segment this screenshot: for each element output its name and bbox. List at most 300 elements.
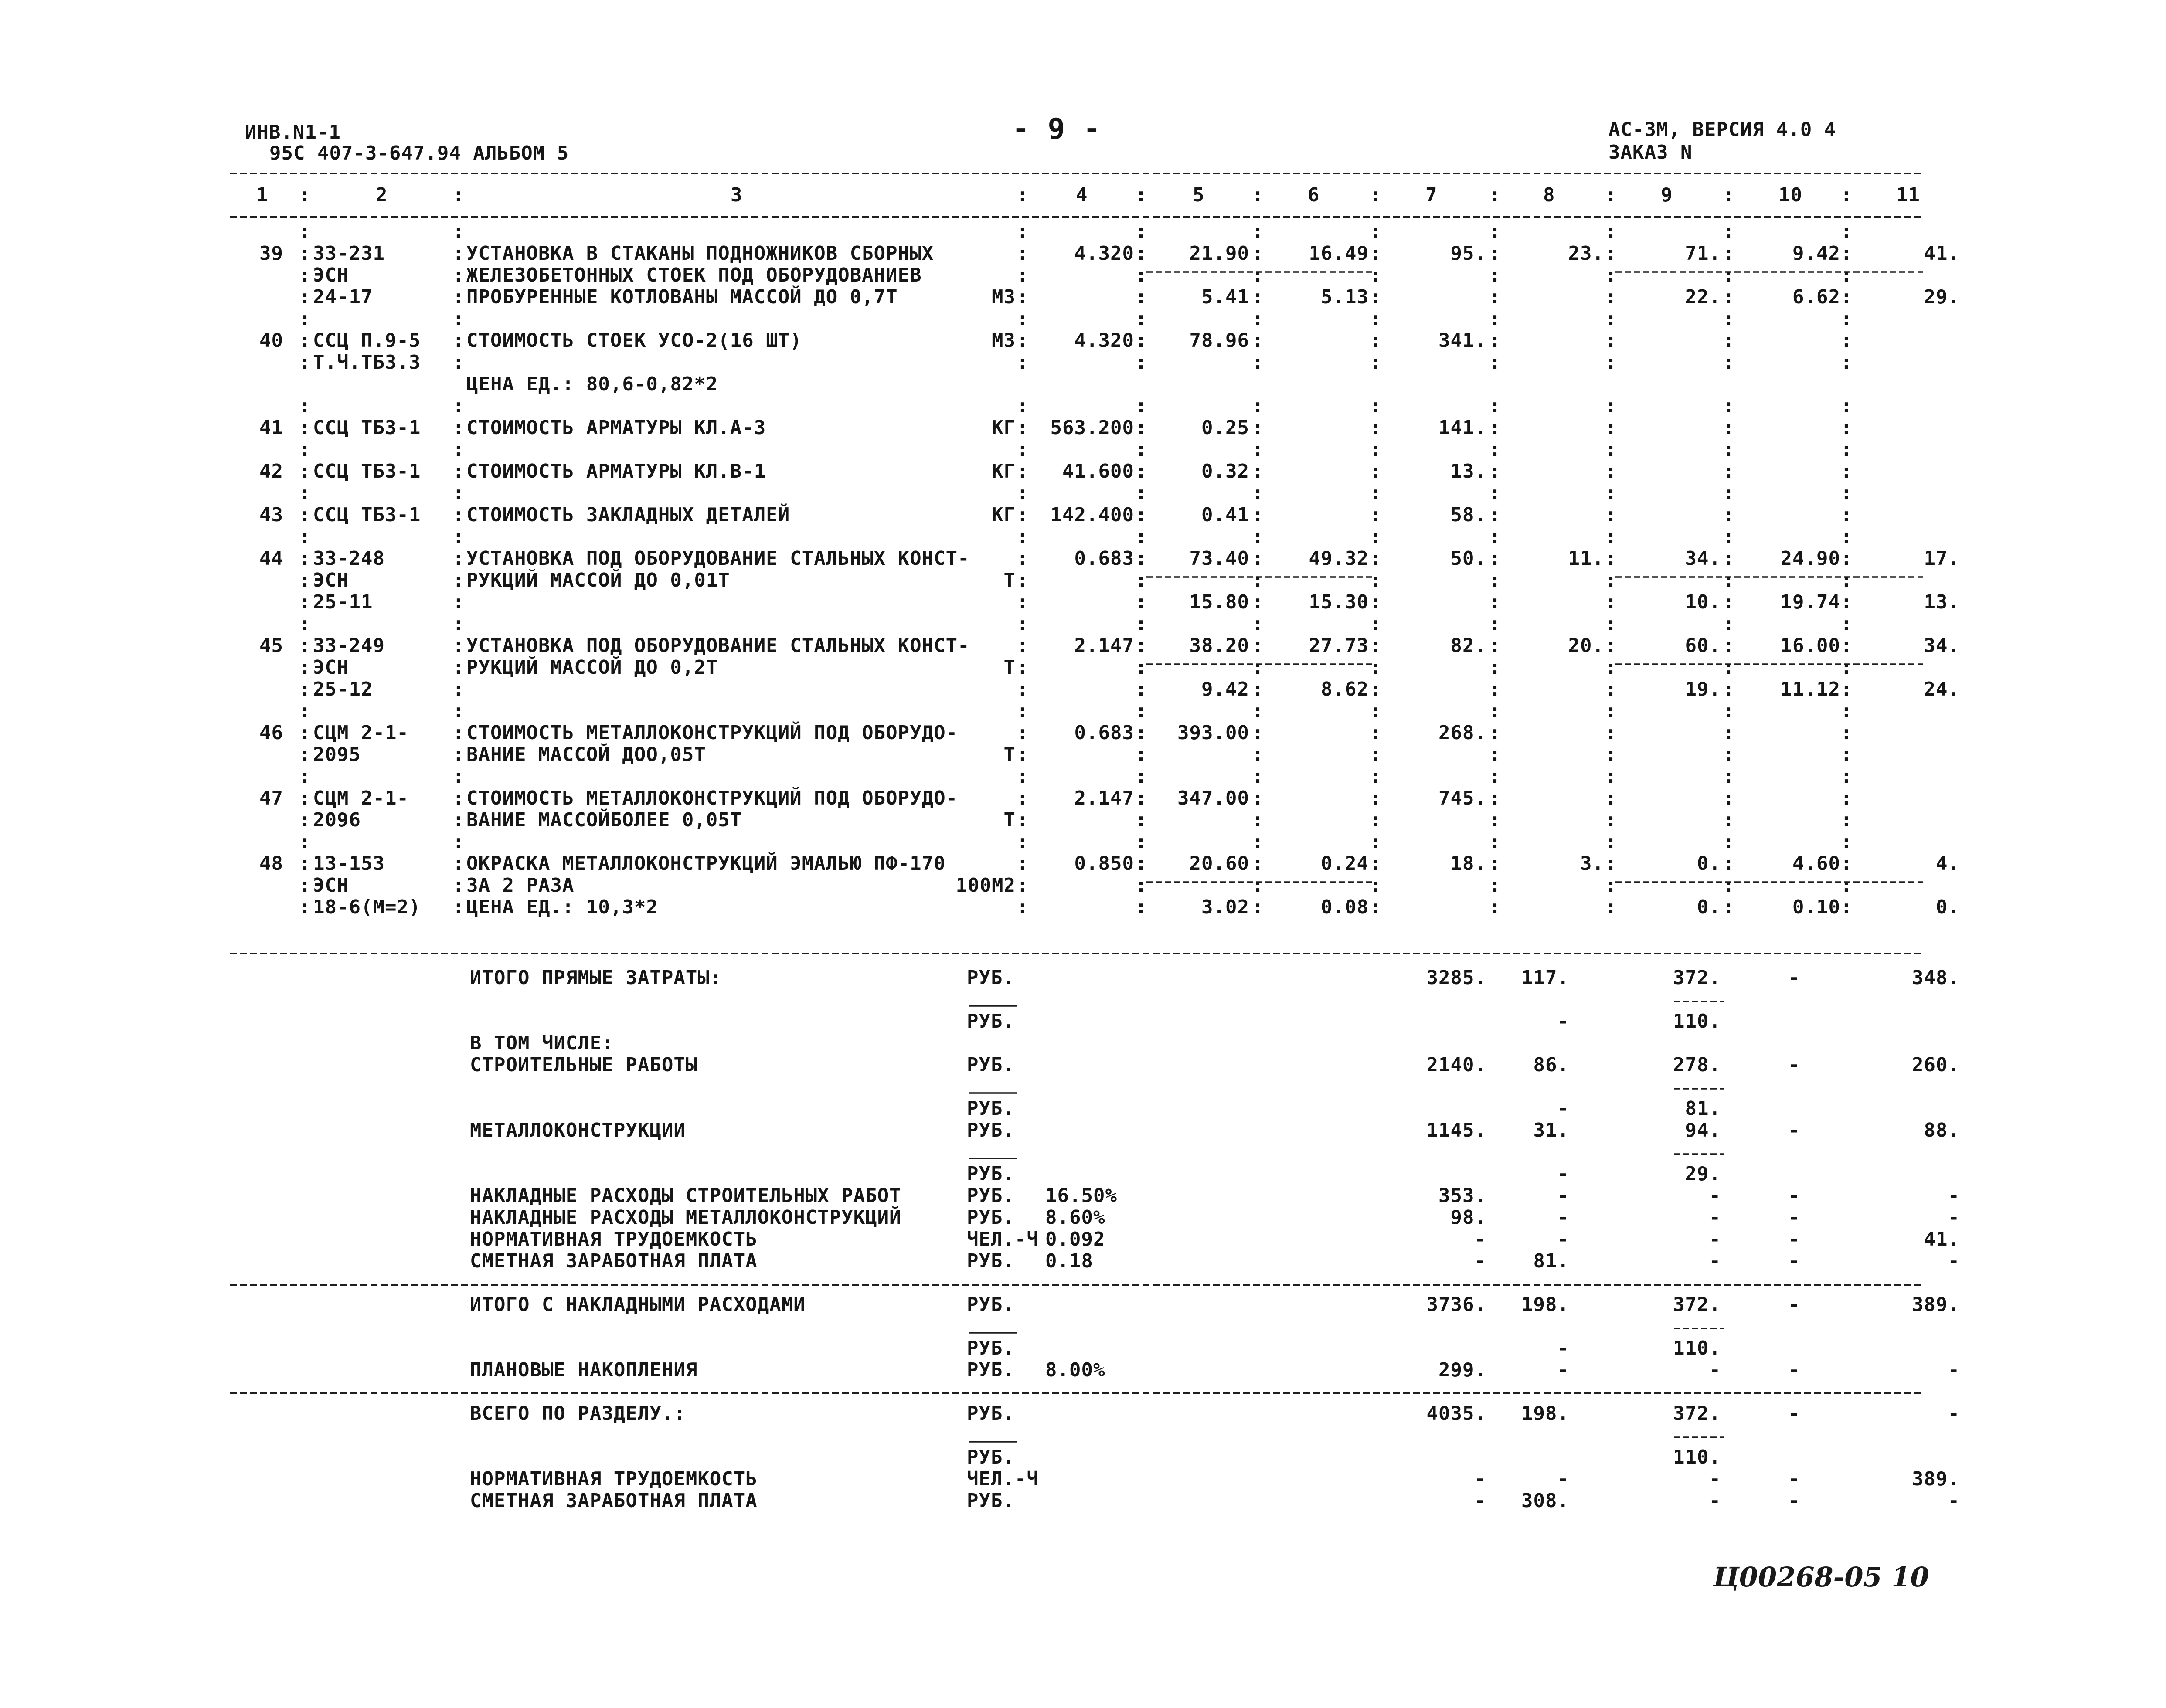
- column-separator: :: [1370, 221, 1382, 243]
- summary-row: [470, 1032, 614, 1054]
- work-description: СТОИМОСТЬ СТОЕК УСО-2(16 ШТ): [466, 329, 802, 352]
- unit-cost: 0.32: [1201, 460, 1249, 482]
- column-separator: :: [1723, 787, 1735, 809]
- column-separator: :: [299, 395, 311, 417]
- column-separator: :: [1135, 722, 1147, 744]
- column-separator: :: [1840, 700, 1853, 722]
- column-separator: :: [1605, 809, 1617, 831]
- column-separator: :: [1840, 569, 1853, 591]
- column-separator: :: [299, 809, 311, 831]
- column-separator: :: [452, 874, 465, 896]
- column-separator: :: [1840, 613, 1853, 635]
- column-separator: :: [1489, 809, 1501, 831]
- column-separator: :: [1605, 264, 1617, 286]
- column-separator: :: [1017, 242, 1029, 265]
- column-separator: :: [299, 569, 311, 591]
- norm-code: 33-249: [313, 635, 385, 657]
- archive-stamp: Ц00268-05 10: [1713, 1561, 1929, 1593]
- summary-machine-cost: -: [1709, 1359, 1721, 1381]
- work-description: СТОИМОСТЬ АРМАТУРЫ КЛ.В-1: [466, 460, 766, 482]
- row-number: 48: [259, 852, 283, 875]
- column-separator: :: [1370, 547, 1382, 570]
- column-separator: :: [1723, 569, 1735, 591]
- column-separator: :: [1135, 787, 1147, 809]
- row-number: 40: [259, 329, 283, 352]
- column-separator: :: [1489, 852, 1501, 875]
- norm-code: ССЦ ТБЗ-1: [313, 504, 421, 526]
- quantity: 2.147: [1074, 787, 1134, 809]
- column-separator: :: [1489, 417, 1501, 439]
- summary-row: [470, 1294, 1960, 1316]
- norm-code: 25-11: [313, 591, 373, 613]
- labor-total: 4.: [1936, 852, 1960, 875]
- col-5-header: 5: [1193, 184, 1205, 206]
- column-separator: :: [1370, 722, 1382, 744]
- column-separator: :: [452, 678, 465, 700]
- column-separator: :: [1252, 460, 1264, 482]
- column-separator: :: [1370, 787, 1382, 809]
- column-separator: :: [1252, 787, 1264, 809]
- summary-total-cost: 353.: [1438, 1185, 1486, 1207]
- work-description: ПРОБУРЕННЫЕ КОТЛОВАНЫ МАССОЙ ДО 0,7Т: [466, 286, 898, 308]
- summary-total-wage: 31.: [1533, 1119, 1569, 1141]
- summary-label: НОРМАТИВНАЯ ТРУДОЕМКОСТЬ: [470, 1468, 758, 1490]
- summary-labor-unit: -: [1788, 1228, 1800, 1250]
- labor-unit: 4.60: [1792, 852, 1840, 875]
- summary-rate: 0.18: [1045, 1250, 1093, 1272]
- quantity: 0.683: [1074, 547, 1134, 570]
- unit-price-note: ЦЕНА ЕД.: 10,3*2: [466, 896, 658, 918]
- total-cost: 82.: [1450, 635, 1486, 657]
- summary-row: [470, 1119, 1960, 1141]
- column-separator: :: [299, 329, 311, 352]
- column-separator: :: [1252, 242, 1264, 265]
- summary-machine-cost: -: [1709, 1185, 1721, 1207]
- column-separator: :: [1252, 613, 1264, 635]
- column-separator: :: [1840, 460, 1853, 482]
- summary-labor-unit: -: [1788, 1054, 1800, 1076]
- summary-label: ПЛАНОВЫЕ НАКОПЛЕНИЯ: [470, 1359, 698, 1381]
- column-separator: :: [452, 722, 465, 744]
- unit-wage: 5.13: [1321, 286, 1369, 308]
- summary-total-wage: -: [1557, 1228, 1569, 1250]
- column-separator: :: [1017, 308, 1029, 330]
- row-number: 44: [259, 547, 283, 570]
- column-separator: :: [452, 460, 465, 482]
- column-separator: :: [1370, 852, 1382, 875]
- column-separator: :: [1840, 547, 1853, 570]
- column-separator: :: [1605, 438, 1617, 461]
- norm-code: 24-17: [313, 286, 373, 308]
- column-separator: :: [1489, 504, 1501, 526]
- summary-total-wage: -: [1557, 1097, 1569, 1120]
- column-separator: :: [299, 896, 311, 918]
- summary-label: ИТОГО ПРЯМЫЕ ЗАТРАТЫ:: [470, 967, 722, 989]
- column-separator: :: [1017, 656, 1029, 679]
- column-separator: :: [1605, 831, 1617, 853]
- column-separator: :: [1252, 809, 1264, 831]
- column-separator: :: [452, 184, 465, 206]
- column-separator: :: [1370, 744, 1382, 766]
- column-separator: :: [1017, 678, 1029, 700]
- norm-code: 2096: [313, 809, 361, 831]
- summary-total-cost: 3285.: [1426, 967, 1486, 989]
- column-separator: :: [1252, 395, 1264, 417]
- column-separator: :: [1252, 569, 1264, 591]
- norm-code: Т.Ч.ТБЗ.3: [313, 351, 421, 374]
- column-separator: :: [1370, 264, 1382, 286]
- column-separator: :: [1252, 874, 1264, 896]
- col-9-header: 9: [1661, 184, 1673, 206]
- unit-cost: 0.25: [1201, 417, 1249, 439]
- column-separator: :: [1605, 744, 1617, 766]
- column-separator: :: [1370, 809, 1382, 831]
- column-separator: :: [299, 438, 311, 461]
- unit-of-measure: Т: [1003, 809, 1016, 831]
- column-separator: :: [1605, 460, 1617, 482]
- summary-unit: РУБ.: [967, 1185, 1015, 1207]
- column-separator: :: [452, 809, 465, 831]
- column-separator: :: [1252, 526, 1264, 548]
- column-separator: :: [1252, 417, 1264, 439]
- page-number: - 9 -: [1012, 112, 1101, 146]
- unit-cost: 0.41: [1201, 504, 1249, 526]
- column-separator: :: [1605, 787, 1617, 809]
- column-separator: :: [1135, 286, 1147, 308]
- norm-code: ССЦ П.9-5: [313, 329, 421, 352]
- column-separator: :: [1605, 852, 1617, 875]
- summary-rate: 8.00%: [1045, 1359, 1105, 1381]
- column-separator: :: [452, 569, 465, 591]
- column-separator: :: [1252, 831, 1264, 853]
- column-separator: :: [1489, 787, 1501, 809]
- summary-label: ИТОГО С НАКЛАДНЫМИ РАСХОДАМИ: [470, 1294, 806, 1316]
- column-separator: :: [452, 787, 465, 809]
- summary-unit: РУБ.: [967, 1097, 1015, 1120]
- column-separator: :: [1017, 896, 1029, 918]
- summary-machine-cost: 29.: [1685, 1163, 1721, 1185]
- column-separator: :: [1489, 765, 1501, 788]
- total-cost: 95.: [1450, 242, 1486, 265]
- summary-machine-cost: 372.: [1673, 967, 1721, 989]
- work-description: СТОИМОСТЬ МЕТАЛЛОКОНСТРУКЦИЙ ПОД ОБОРУДО-: [466, 787, 958, 809]
- summary-total-wage: -: [1557, 1468, 1569, 1490]
- column-separator: :: [1252, 184, 1264, 206]
- column-separator: :: [1370, 613, 1382, 635]
- quantity: 142.400: [1050, 504, 1134, 526]
- summary-unit: РУБ.: [967, 1446, 1015, 1468]
- unit-cost: 5.41: [1201, 286, 1249, 308]
- summary-labor-unit: -: [1788, 1119, 1800, 1141]
- column-separator: :: [1723, 656, 1735, 679]
- column-separator: :: [1489, 329, 1501, 352]
- estimate-summary: [230, 967, 1960, 1512]
- column-separator: :: [1135, 678, 1147, 700]
- labor-total: 34.: [1924, 635, 1960, 657]
- column-separator: :: [1017, 591, 1029, 613]
- column-separator: :: [1370, 765, 1382, 788]
- labor-unit: 0.10: [1792, 896, 1840, 918]
- column-separator: :: [299, 184, 311, 206]
- column-separator: :: [1135, 809, 1147, 831]
- work-description: УСТАНОВКА В СТАКАНЫ ПОДНОЖНИКОВ СБОРНЫХ: [466, 242, 934, 265]
- work-description: СТОИМОСТЬ АРМАТУРЫ КЛ.А-3: [466, 417, 766, 439]
- column-separator: :: [452, 526, 465, 548]
- norm-code: ЭСН: [313, 569, 349, 591]
- column-separator: :: [1017, 438, 1029, 461]
- summary-unit: РУБ.: [967, 1490, 1015, 1512]
- column-separator: :: [1605, 482, 1617, 504]
- column-separator: :: [452, 744, 465, 766]
- column-separator: :: [1135, 264, 1147, 286]
- summary-machine-cost: 372.: [1673, 1294, 1721, 1316]
- column-separator: :: [1723, 329, 1735, 352]
- summary-labor-total: -: [1948, 1250, 1960, 1272]
- column-separator: :: [1605, 417, 1617, 439]
- column-separator: :: [299, 874, 311, 896]
- column-separator: :: [1017, 569, 1029, 591]
- estimate-items: [230, 221, 1960, 954]
- column-separator: :: [1489, 308, 1501, 330]
- column-separator: :: [1017, 286, 1029, 308]
- column-separator: :: [1605, 526, 1617, 548]
- summary-total-wage: -: [1557, 1359, 1569, 1381]
- column-separator: :: [452, 547, 465, 570]
- column-separator: :: [1252, 308, 1264, 330]
- col-4-header: 4: [1076, 184, 1088, 206]
- labor-unit: 9.42: [1792, 242, 1840, 265]
- column-separator: :: [1252, 744, 1264, 766]
- summary-total-cost: -: [1474, 1250, 1486, 1272]
- labor-unit: 16.00: [1780, 635, 1840, 657]
- column-separator: :: [1135, 765, 1147, 788]
- column-separator: :: [1135, 569, 1147, 591]
- column-separator: :: [1605, 896, 1617, 918]
- column-separator: :: [1723, 896, 1735, 918]
- column-separator: :: [299, 221, 311, 243]
- series-album: 95С 407-3-647.94 АЛЬБОМ 5: [269, 142, 569, 164]
- column-separator: :: [1017, 809, 1029, 831]
- summary-total-wage: 86.: [1533, 1054, 1569, 1076]
- column-separator: :: [1489, 547, 1501, 570]
- column-separator: :: [1370, 417, 1382, 439]
- col-10-header: 10: [1778, 184, 1802, 206]
- column-separator: :: [452, 591, 465, 613]
- column-separator: :: [1017, 395, 1029, 417]
- column-separator: :: [1489, 613, 1501, 635]
- column-separator: :: [1840, 722, 1853, 744]
- column-separator: :: [1489, 395, 1501, 417]
- column-separator: :: [1723, 286, 1735, 308]
- summary-row: [967, 1446, 1721, 1468]
- summary-label: В ТОМ ЧИСЛЕ:: [470, 1032, 614, 1054]
- norm-code: 2095: [313, 744, 361, 766]
- column-separator: :: [1840, 765, 1853, 788]
- column-separator: :: [1489, 264, 1501, 286]
- column-separator: :: [1489, 656, 1501, 679]
- total-cost: 141.: [1438, 417, 1486, 439]
- labor-unit: 19.74: [1780, 591, 1840, 613]
- quantity: 41.600: [1062, 460, 1134, 482]
- column-separator: :: [1135, 547, 1147, 570]
- column-separator: :: [1605, 591, 1617, 613]
- column-separator: :: [452, 242, 465, 265]
- column-separator: :: [1723, 221, 1735, 243]
- col-3-header: 3: [731, 184, 743, 206]
- column-separator: :: [299, 351, 311, 374]
- column-separator: :: [1723, 308, 1735, 330]
- column-separator: :: [452, 351, 465, 374]
- norm-code: ЭСН: [313, 264, 349, 286]
- column-separator: :: [1252, 438, 1264, 461]
- column-separator: :: [1135, 874, 1147, 896]
- summary-label: НАКЛАДНЫЕ РАСХОДЫ СТРОИТЕЛЬНЫХ РАБОТ: [470, 1185, 901, 1207]
- column-separator: :: [1017, 329, 1029, 352]
- column-separator: :: [1605, 308, 1617, 330]
- summary-labor-total: -: [1948, 1359, 1960, 1381]
- summary-labor-unit: -: [1788, 967, 1800, 989]
- summary-labor-total: 88.: [1924, 1119, 1960, 1141]
- unit-of-measure: М3: [992, 286, 1016, 308]
- column-separator: :: [1840, 635, 1853, 657]
- total-cost: 13.: [1450, 460, 1486, 482]
- column-separator: :: [1252, 591, 1264, 613]
- column-separator: :: [1252, 286, 1264, 308]
- summary-unit: РУБ.: [967, 1250, 1015, 1272]
- unit-price-note: ЦЕНА ЕД.: 80,6-0,82*2: [466, 373, 718, 395]
- column-separator: :: [452, 482, 465, 504]
- column-separator: :: [1723, 438, 1735, 461]
- summary-unit: РУБ.: [967, 1054, 1015, 1076]
- column-separator: :: [1135, 656, 1147, 679]
- col-11-header: 11: [1896, 184, 1920, 206]
- column-separator: :: [1840, 504, 1853, 526]
- column-separator: :: [1017, 221, 1029, 243]
- labor-total: 29.: [1924, 286, 1960, 308]
- column-separator: :: [1489, 700, 1501, 722]
- summary-row: [967, 1337, 1721, 1359]
- column-header-row: [256, 184, 1920, 206]
- column-separator: :: [452, 221, 465, 243]
- summary-labor-unit: -: [1788, 1185, 1800, 1207]
- column-separator: :: [1489, 635, 1501, 657]
- column-separator: :: [1135, 438, 1147, 461]
- column-separator: :: [1489, 242, 1501, 265]
- summary-machine-cost: -: [1709, 1228, 1721, 1250]
- column-separator: :: [452, 635, 465, 657]
- inventory-number: ИНВ.N1-1: [245, 121, 341, 143]
- column-separator: :: [1135, 242, 1147, 265]
- program-version: АС-3М, ВЕРСИЯ 4.0 4: [1608, 119, 1836, 141]
- column-separator: :: [1489, 874, 1501, 896]
- unit-wage: 15.30: [1309, 591, 1369, 613]
- column-separator: :: [1370, 460, 1382, 482]
- summary-row: [470, 1359, 1960, 1381]
- column-separator: :: [1252, 678, 1264, 700]
- column-separator: :: [1252, 351, 1264, 374]
- summary-unit: РУБ.: [967, 1294, 1015, 1316]
- col-2-header: 2: [376, 184, 388, 206]
- machine-cost: 34.: [1685, 547, 1721, 570]
- summary-machine-cost: -: [1709, 1490, 1721, 1512]
- column-separator: :: [1489, 569, 1501, 591]
- column-separator: :: [1370, 242, 1382, 265]
- summary-total-wage: -: [1557, 1206, 1569, 1229]
- column-separator: :: [1489, 286, 1501, 308]
- summary-labor-unit: -: [1788, 1490, 1800, 1512]
- column-separator: :: [1017, 351, 1029, 374]
- summary-labor-unit: -: [1788, 1250, 1800, 1272]
- summary-machine-cost: 94.: [1685, 1119, 1721, 1141]
- norm-code: 25-12: [313, 678, 373, 700]
- summary-row: [967, 1010, 1721, 1032]
- column-separator: :: [1723, 809, 1735, 831]
- summary-machine-cost: 372.: [1673, 1402, 1721, 1425]
- machine-cost: 10.: [1685, 591, 1721, 613]
- summary-unit: РУБ.: [967, 1119, 1015, 1141]
- machine-cost: 0.: [1697, 852, 1721, 875]
- summary-total-cost: 2140.: [1426, 1054, 1486, 1076]
- column-separator: :: [1605, 329, 1617, 352]
- unit-cost: 15.80: [1189, 591, 1249, 613]
- column-separator: :: [452, 286, 465, 308]
- column-separator: :: [1017, 613, 1029, 635]
- work-description: РУКЦИЙ МАССОЙ ДО 0,2Т: [466, 656, 718, 679]
- column-separator: :: [1840, 787, 1853, 809]
- column-separator: :: [1252, 504, 1264, 526]
- work-description: СТОИМОСТЬ ЗАКЛАДНЫХ ДЕТАЛЕЙ: [466, 504, 790, 526]
- unit-cost: 78.96: [1189, 329, 1249, 352]
- summary-row: [967, 1163, 1721, 1185]
- col-6-header: 6: [1308, 184, 1320, 206]
- norm-code: СЦМ 2-1-: [313, 787, 409, 809]
- column-separator: :: [1605, 678, 1617, 700]
- column-separator: :: [1135, 635, 1147, 657]
- unit-cost: 73.40: [1189, 547, 1249, 570]
- summary-unit: ЧЕЛ.-Ч: [967, 1468, 1039, 1490]
- column-separator: :: [1135, 329, 1147, 352]
- labor-total: 13.: [1924, 591, 1960, 613]
- unit-wage: 27.73: [1309, 635, 1369, 657]
- column-separator: :: [1840, 852, 1853, 875]
- summary-labor-unit: -: [1788, 1294, 1800, 1316]
- summary-label: СТРОИТЕЛЬНЫЕ РАБОТЫ: [470, 1054, 698, 1076]
- column-separator: :: [299, 613, 311, 635]
- column-separator: :: [1489, 526, 1501, 548]
- unit-of-measure: Т: [1003, 744, 1016, 766]
- work-description: УСТАНОВКА ПОД ОБОРУДОВАНИЕ СТАЛЬНЫХ КОНСТ-: [466, 635, 970, 657]
- column-separator: :: [299, 504, 311, 526]
- unit-cost: 393.00: [1177, 722, 1249, 744]
- summary-labor-total: -: [1948, 1206, 1960, 1229]
- column-separator: :: [1723, 635, 1735, 657]
- table-row: [259, 438, 1853, 482]
- column-separator: :: [452, 395, 465, 417]
- column-separator: :: [1723, 417, 1735, 439]
- unit-cost: 3.02: [1201, 896, 1249, 918]
- column-separator: :: [1840, 329, 1853, 352]
- summary-total-cost: 4035.: [1426, 1402, 1486, 1425]
- work-description: СТОИМОСТЬ МЕТАЛЛОКОНСТРУКЦИЙ ПОД ОБОРУДО-: [466, 722, 958, 744]
- column-separator: :: [299, 635, 311, 657]
- labor-total: 24.: [1924, 678, 1960, 700]
- column-separator: :: [1489, 744, 1501, 766]
- summary-machine-cost: 278.: [1673, 1054, 1721, 1076]
- summary-label: МЕТАЛЛОКОНСТРУКЦИИ: [470, 1119, 686, 1141]
- column-separator: :: [1840, 591, 1853, 613]
- summary-unit: РУБ.: [967, 1337, 1015, 1359]
- column-separator: :: [299, 308, 311, 330]
